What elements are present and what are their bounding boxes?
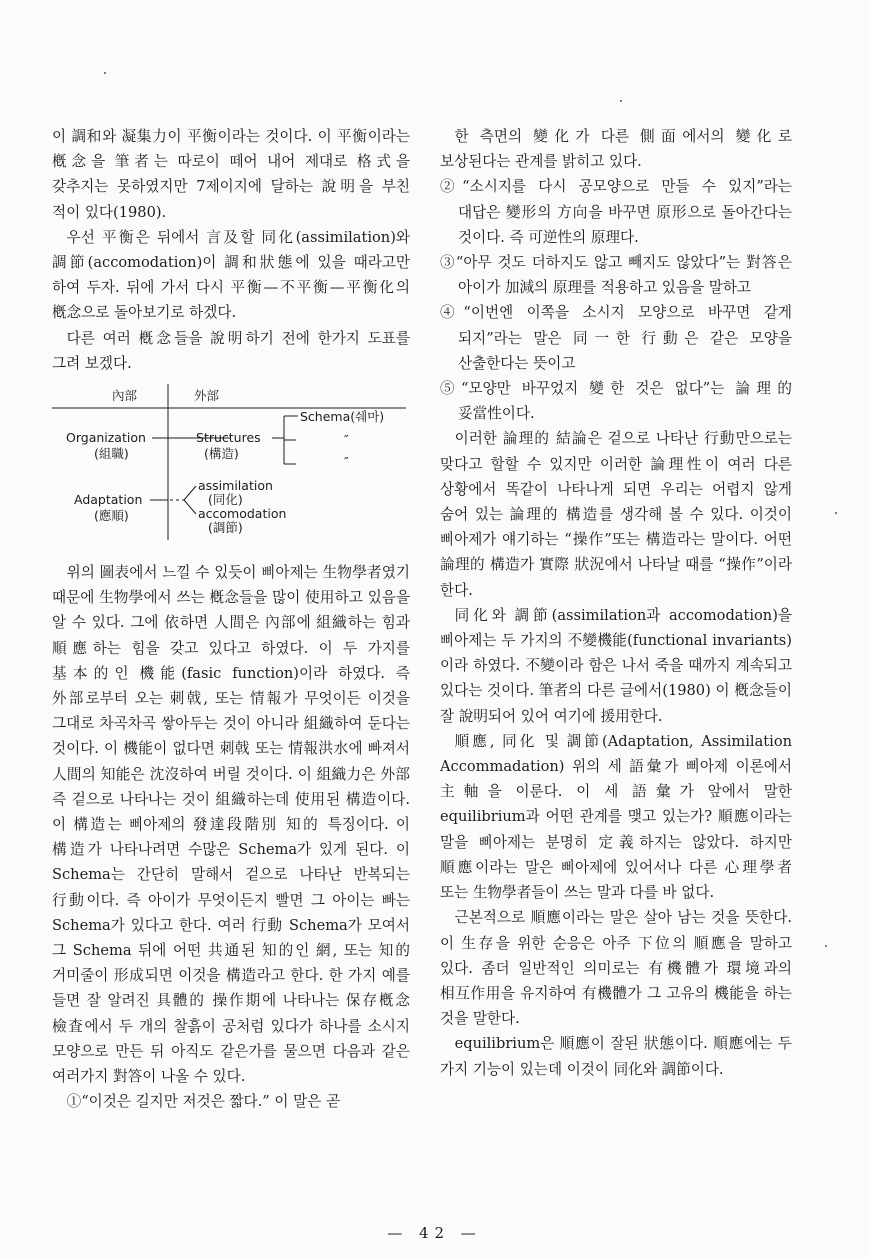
- scan-speck: [104, 72, 106, 74]
- diagram-label-adaptation-ko: (應順): [94, 508, 129, 524]
- diagram-label-organization: Organization: [66, 430, 146, 446]
- paragraph: ①“이것은 길지만 저것은 짧다.” 이 말은 곧: [66, 1093, 341, 1111]
- concept-diagram: [52, 382, 410, 552]
- paragraph: equilibrium은 順應이 잘된 狀態이다. 順應에는 두 가지 기능이 있는데 이것이 同化와 調節이다.: [440, 1035, 792, 1078]
- diagram-label-structures: Structures: [196, 430, 261, 446]
- paragraph: 근본적으로 順應이라는 말은 살아 남는 것을 뜻한다. 이 生存을 위한 순응은 아주 下位의 順應을 말하고 있다. 좀더 일반적인 의미로는 有機體가 環境과의 相互作用을 유지하여 有機體가 그 고유의 機能을 하는 것을 말한다.: [440, 909, 792, 1028]
- paragraph: 이러한 論理的 結論은 겉으로 나타난 行動만으로는 맞다고 할할 수 있지만 이러한 論理性이 여러 다른 상황에서 똑같이 나타나게 되면 우리는 어렵지 않게 숨어 있는 論理的 構造를 생각해 볼 수 있다. 이것이 삐아제가 얘기하는 “操作”또는 構造라는 말이다. 어떤 論理的 構造가 實際 狀況에서 나타날 때를 “操作”이라 한다.: [440, 430, 792, 599]
- numbered-answer-5: ⑤“모양만 바꾸었지 變한 것은 없다”는 論理的 妥當性이다.: [440, 380, 792, 423]
- numbered-answer-2: ②“소시지를 다시 공모양으로 만들 수 있지”라는 대답은 變形의 方向을 바꾸면 原形으로 돌아간다는 것이다. 즉 可逆性의 原理다.: [440, 178, 792, 246]
- diagram-label-structures-ko: (構造): [204, 446, 239, 462]
- scan-speck: [825, 945, 827, 947]
- paragraph: 順應, 同化 및 調節(Adaptation, Assimilation Accommadation) 위의 세 語彙가 삐아제 이론에서 主軸을 이룬다. 이 세 語彙가 앞에서 말한 equilibrium과 어떤 관계를 맺고 있는가? 順應이라는 말을 삐아제는 분명히 定義하지는 않았다. 하지만 順應이라는 말은 삐아제에 있어서나 다른 心理學者 또는 生物學者들이 쓰는 말과 다를 바 없다.: [440, 732, 792, 902]
- diagram-label-adaptation: Adaptation: [74, 492, 143, 508]
- numbered-answer-3: ③“아무 것도 더하지도 않고 빼지도 않았다”는 對答은 아이가 加減의 原理를 적용하고 있음을 말하고: [440, 254, 792, 297]
- diagram-label-assimilation: assimilation: [198, 478, 273, 494]
- paragraph: 다른 여러 槪念들을 說明하기 전에 한가지 도표를 그려 보겠다.: [52, 329, 410, 372]
- numbered-answer-4: ④“이번엔 이쪽을 소시지 모양으로 바꾸면 같게 되지”라는 말은 同一한 行動은 같은 모양을 산출한다는 뜻이고: [440, 304, 792, 372]
- paragraph: 한 측면의 變化가 다른 側面에서의 變化로 보상된다는 관계를 밝히고 있다.: [440, 128, 792, 171]
- diagram-label-schema: Schema(쉐마): [300, 409, 385, 425]
- scan-speck: [620, 100, 622, 102]
- diagram-label-assimilation-ko: (同化): [208, 492, 243, 508]
- diagram-label-inner: 內部: [112, 388, 138, 404]
- left-column: [52, 124, 410, 1115]
- diagram-label-outer: 外部: [194, 388, 220, 404]
- diagram-ditto-mark: ″: [344, 454, 349, 470]
- diagram-label-accomodation: accomodation: [198, 506, 287, 522]
- paragraph: 위의 圖表에서 느낄 수 있듯이 삐아제는 生物學者였기 때문에 生物學에서 쓰는 槪念들을 많이 使用하고 있음을 알 수 있다. 그에 依하면 人間은 內部에 組織하는 힘과 順應하는 힘을 갖고 있다고 하였다. 이 두 가지를 基本的인 機能(fasic function)이라 하였다. 즉 外部로부터 오는 刺戟, 또는 情報가 무엇이든 이것을 그대로 차곡차곡 쌓아두는 것이 아니라 組織하여 둔다는 것이다. 이 機能이 없다면 刺戟 또는 情報洪水에 빠져서 人間의 知能은 沈沒하여 버릴 것이다. 이 組織力은 外部 즉 겉으로 나타나는 것이 組織하는데 使用된 構造이다. 이 構造는 삐아제의 發達段階別 知的 특징이다. 이 構造가 나타나려면 수많은 Schema가 있게 된다. 이 Schema는 간단히 말해서 겉으로 나타난 반복되는 行動이다. 즉 아이가 무엇이든지 빨면 그 아이는 빠는 Schema가 있다고 한다. 여러 行動 Schema가 모여서 그 Schema 뒤에 어떤 共通된 知的인 網, 또는 知的 거미줄이 形成되면 이것을 構造라고 한다. 한 가지 예를 들면 잘 알려진 具體的 操作期에 나타나는 保存槪念 檢査에서 두 개의 찰흙이 공처럼 있다가 하나를 소시지 모양으로 만든 뒤 아직도 같은가를 물으면 다음과 같은 여러가지 對答이 나올 수 있다.: [52, 564, 410, 1086]
- diagram-label-organization-ko: (組職): [94, 446, 129, 462]
- diagram-label-accomodation-ko: (調節): [208, 520, 243, 536]
- paragraph: 우선 平衡은 뒤에서 言及할 同化(assimilation)와 調節(accomodation)이 調和狀態에 있을 때라고만 하여 두자. 뒤에 가서 다시 平衡—不平衡—平衡化의 槪念으로 돌아보기로 하겠다.: [52, 228, 410, 322]
- paragraph: 이 調和와 凝集力이 平衡이라는 것이다. 이 平衡이라는 槪念을 筆者는 따로이 떼어 내어 제대로 格式을 갖추지는 못하였지만 7제이지에 달하는 說明을 부친 적이 있다(1980).: [52, 128, 410, 221]
- paragraph: 同化와 調節(assimilation과 accomodation)을 삐아제는 두 가지의 不變機能(functional invariants)이라 하였다. 不變이라 함은 나서 죽을 때까지 계속되고 있다는 것이다. 筆者의 다른 글에서(1980) 이 槪念들이 잘 說明되어 있어 여기에 援用한다.: [440, 606, 792, 725]
- scan-speck: [835, 512, 837, 514]
- page-number: — 42 —: [387, 1224, 482, 1242]
- right-column: [440, 124, 792, 1082]
- diagram-ditto-mark: ″: [344, 432, 349, 448]
